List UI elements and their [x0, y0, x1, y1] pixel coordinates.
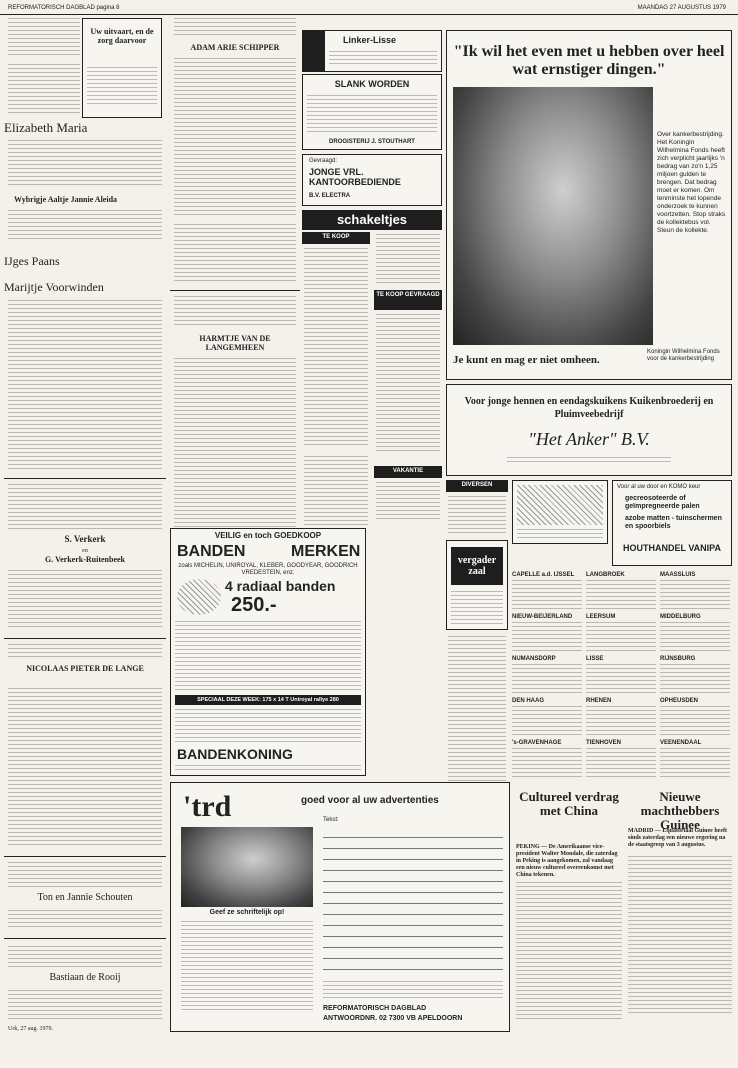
tyre-image [177, 579, 221, 615]
notice-text [174, 296, 296, 326]
notice-text [8, 484, 162, 530]
drogisterij-name: DROGISTERIJ J. STOUTHART [329, 139, 415, 145]
verkerk-and: en [82, 548, 88, 554]
notice-text [174, 58, 296, 218]
column-notices-1 [4, 18, 166, 1058]
bandenkoning: BANDENKONING [177, 746, 293, 762]
trd-form-lines[interactable] [323, 827, 503, 977]
ad-text [307, 95, 437, 135]
kerk-text [586, 580, 656, 610]
vanipa-advert [612, 480, 732, 566]
uitvaart-box [82, 18, 162, 118]
kerk-col-15: VEENENDAAL [660, 740, 702, 746]
electra-name: B.V. ELECTRA [309, 193, 351, 199]
notice-text [8, 18, 80, 58]
vergader-logo [451, 547, 503, 585]
china-article [516, 790, 622, 1030]
kerk-col-1: CAPELLE a.d. IJSSEL [512, 572, 575, 578]
kerk-text [586, 622, 656, 652]
banden-advert [170, 528, 366, 776]
nicolaas-name: NICOLAAS PIETER DE LANGE [26, 664, 144, 673]
banden-price: 250.- [231, 594, 277, 616]
kerk-col-11: RHENEN [586, 698, 612, 704]
vanipa-top: Voor al uw door en KOMO keur [617, 484, 701, 490]
vergaderzaal-ad [446, 540, 508, 630]
bastiaan-name: Bastiaan de Rooij [49, 972, 121, 983]
kerk-text [512, 706, 582, 736]
notice-text [8, 300, 162, 470]
guinee-headline: Nieuwe machthebbers Guinee [640, 789, 720, 832]
aaltje-name: Wybrigje Aaltje Jannie Aleida [14, 195, 118, 204]
column-notices-2 [170, 18, 300, 518]
ad-text [451, 591, 503, 625]
kerk-col-10: DEN HAAG [512, 698, 545, 704]
voorwinden-name: Marijtje Voorwinden [4, 280, 104, 294]
harmtje-name: HARMTJE VAN DE LANGEMHEEN [199, 334, 271, 352]
kerk-col-13: 's-GRAVENHAGE [512, 740, 562, 746]
classified-text [448, 636, 506, 786]
kerk-text [586, 706, 656, 736]
schipper-name: ADAM ARIE SCHIPPER [190, 43, 280, 52]
kerk-text [512, 622, 582, 652]
kerk-text [512, 580, 582, 610]
vanipa-p3: azobe matten - tuinschermen en spoorbiels [625, 515, 722, 530]
notice-text [8, 210, 162, 240]
china-headline: Cultureel verdrag met China [519, 789, 619, 818]
vanipa-p2: geïmpregneerde palen [625, 503, 700, 510]
notice-text [8, 946, 162, 968]
vakantie-header [374, 466, 442, 478]
header-rule [0, 14, 738, 15]
slank-title: SLANK WORDEN [334, 79, 410, 89]
kwf-tagline: Je kunt en mag er niet omheen. [453, 354, 600, 366]
notice-text [8, 862, 162, 888]
notice-text [8, 140, 162, 188]
trd-postbus: ANTWOORDNR. 02 7300 VB APELDOORN [323, 1015, 463, 1022]
classified-text [376, 482, 440, 522]
classified-text [304, 248, 368, 448]
lisse-title: Linker-Lisse [343, 35, 397, 45]
notice-text [174, 224, 296, 284]
divider [4, 478, 166, 479]
kerk-text [660, 664, 730, 694]
schakeltjes-banner [302, 210, 442, 230]
kerk-col-14: TIENHOVEN [586, 740, 622, 746]
photo-man [453, 87, 653, 345]
te-koop-label: TE KOOP [322, 234, 350, 240]
divider [4, 938, 166, 939]
banden-veilig: VEILIG en toch GOEDKOOP [214, 531, 322, 540]
divider [4, 638, 166, 639]
kerk-text [660, 748, 730, 778]
notice-text [8, 570, 162, 630]
schouten-name: Ton en Jannie Schouten [37, 892, 133, 903]
kwf-headline: "Ik wil het even met u hebben over heel wat ernstiger dingen." [453, 43, 725, 78]
trd-body [181, 921, 313, 1011]
diversen-header [446, 480, 508, 492]
classified-text [448, 496, 506, 536]
trd-headline: goed voor al uw advertenties [301, 795, 439, 806]
trd-schrift: Geef ze schriftelijk op! [209, 909, 285, 916]
trd-form-text [323, 981, 503, 999]
kerk-col-9: RIJNSBURG [660, 656, 696, 662]
ad-text [517, 529, 603, 541]
classified-text [376, 314, 440, 454]
kwf-caption: Over kankerbestrijding. Het Koningin Wilhelmina Fonds heeft zich verplicht jaarlijks 'n bedrag van zo'n 1,25 miljoen gulden te brengen. Dat bedrag moet er komen. Om tenminste het lopende onderzoek te kunnen voortzetten. Stop straks de kollektebus vol. Steun de kollekte. [657, 131, 726, 234]
header-left: REFORMATORISCH DAGBLAD pagina 8 [8, 5, 120, 11]
vanipa-p1: gecreosoteerde of [625, 495, 686, 502]
box-text [87, 67, 157, 107]
classified-text [376, 234, 440, 284]
banden-brands: zoals MICHELIN, UNIROYAL, KLEBER, GOODYEAR, GOODRICH VREDESTEIN, enz. [178, 563, 358, 576]
notice-text [8, 688, 162, 848]
elizabeth-name: Elizabeth Maria [4, 120, 88, 135]
kerk-col-12: OPHEUSDEN [660, 698, 699, 704]
ad-text [329, 51, 437, 67]
het-anker-advert [446, 384, 732, 476]
kerk-text [512, 664, 582, 694]
anker-brand: "Het Anker" B.V. [528, 429, 650, 449]
vanipa-name: HOUTHANDEL VANIPA [622, 543, 721, 553]
banden-table [175, 621, 361, 693]
trd-rd: REFORMATORISCH DAGBLAD [323, 1005, 427, 1012]
kerk-text [512, 748, 582, 778]
page-header [0, 0, 738, 14]
china-dateline: PEKING — De Amerikaanse vice-president Walter Mondale, die zaterdag in Peking is aangekomen, zal vandaag een nieuw cultureel overeenkomst met China tekenen. [516, 844, 618, 878]
trd-advert [170, 782, 510, 1032]
guinee-article [628, 790, 732, 1030]
kerk-col-3: MAASSLUIS [660, 572, 696, 578]
kerk-col-5: LEERSUM [586, 614, 616, 620]
gevraagd-ad [302, 154, 442, 206]
te-koop-gevraagd-header [374, 290, 442, 310]
guinee-dateline: MADRID — Equatoriaal Guinee heeft sinds zaterdag een nieuwe regering na de staatsgreep van 3 augustus. [628, 828, 727, 848]
kwf-fund: Koningin Wilhelmina Fonds voor de kankerbestrijding [647, 349, 720, 362]
anker-address [507, 457, 671, 465]
te-koop-gevraagd-label: TE KOOP GEVRAAGD [376, 292, 440, 298]
kerk-col-2: LANGBROEK [586, 572, 625, 578]
merken-title: MERKEN [291, 543, 361, 560]
kerk-text [660, 622, 730, 652]
te-koop-header [302, 232, 370, 244]
urk-date: Urk, 27 aug. 1979. [8, 1026, 53, 1032]
verkerk2-name: G. Verkerk-Ruitenbeek [45, 555, 125, 564]
trd-logo: 'trd [183, 790, 232, 823]
kerk-text [660, 706, 730, 736]
verkerk-name: S. Verkerk [64, 534, 106, 544]
notice-text [8, 64, 80, 114]
jonge-title: JONGE VRL. KANTOORBEDIENDE [309, 167, 401, 187]
guinee-body [628, 856, 732, 1016]
kwf-advert [446, 30, 732, 380]
linker-lisse-ad [302, 30, 442, 72]
banden-title: BANDEN [177, 543, 246, 560]
notice-text [8, 910, 162, 930]
handwriting-photo [181, 827, 313, 907]
slank-worden-ad [302, 74, 442, 150]
banden-speciaal: SPECIAAL DEZE WEEK: 175 x 14 T Uniroyal rallye 280 [197, 697, 339, 703]
kerk-text [586, 664, 656, 694]
kerk-col-7: NUMANSDORP [512, 656, 556, 662]
divider [4, 856, 166, 857]
kerk-col-6: MIDDELBURG [660, 614, 701, 620]
kerkdiensten-grid [512, 572, 732, 782]
vergader-title: vergader zaal [457, 555, 497, 577]
notice-text [8, 644, 162, 658]
gevraagd-label: Gevraagd: [309, 158, 338, 164]
paans-name: IJges Paans [4, 254, 60, 268]
header-right: MAANDAG 27 AUGUSTUS 1979 [637, 5, 726, 11]
kerk-text [586, 748, 656, 778]
china-body [516, 882, 622, 1022]
banden-offer: 4 radiaal banden [225, 578, 336, 594]
ad-text [175, 709, 361, 743]
diversen-label: DIVERSEN [461, 482, 493, 488]
schaakspel-ad [512, 480, 608, 544]
trd-tekst: Tekst: [323, 817, 339, 823]
speciaal-bar [175, 695, 361, 705]
divider [170, 290, 300, 291]
classified-text [304, 456, 368, 526]
lisse-logo [303, 31, 325, 72]
notice-text [174, 358, 296, 528]
ad-text [175, 765, 361, 773]
kerk-col-4: NIEUW-BEIJERLAND [512, 614, 573, 620]
notice-text [174, 18, 296, 38]
uitvaart-text: Uw uitvaart, en de zorg daarvoor [90, 27, 154, 45]
notice-text [8, 990, 162, 1020]
vakantie-label: VAKANTIE [392, 468, 424, 474]
kerk-col-8: LISSE [586, 656, 604, 662]
chessboard-image [517, 485, 603, 525]
kerk-text [660, 580, 730, 610]
anker-title: Voor jonge hennen en eendagskuikens Kuikenbroederij en Pluimveebedrijf [464, 396, 714, 420]
schakeltjes-title: schakeltjes [336, 212, 408, 227]
